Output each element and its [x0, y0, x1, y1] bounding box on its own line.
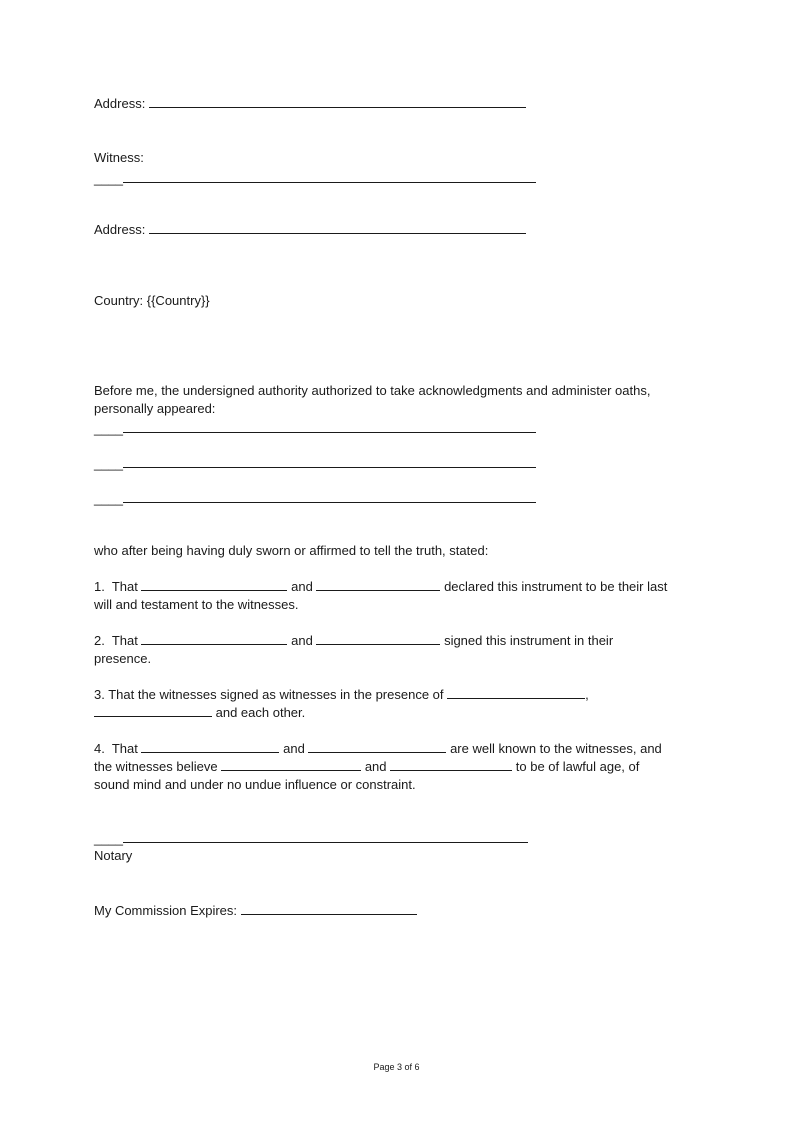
country-line: Country: {{Country}} [94, 293, 210, 308]
witness-signature-line: ____ [94, 170, 536, 187]
item-2-line-2: presence. [94, 651, 152, 666]
address-label: Address: [94, 222, 146, 237]
item-3-line-1: 3. That the witnesses signed as witnesses in the presence of , [94, 687, 589, 702]
item-3-blank-2[interactable] [94, 704, 212, 717]
item-3-blank-1[interactable] [447, 686, 585, 699]
address-line-1 [94, 95, 526, 112]
address-line-2 [94, 221, 526, 238]
item-4-blank-1[interactable] [141, 740, 279, 753]
address-blank-2[interactable] [149, 221, 526, 234]
item-4-line-2: the witnesses believe and to be of lawful age, of [94, 759, 640, 774]
witness-label: Witness: [94, 150, 144, 165]
item-1-blank-2[interactable] [316, 578, 440, 591]
item-2-blank-1[interactable] [141, 632, 287, 645]
appeared-blank-1[interactable] [123, 420, 536, 433]
address-label: Address: [94, 96, 146, 111]
appeared-line-1: ____ [94, 420, 536, 437]
commission-line [94, 902, 417, 919]
appeared-blank-3[interactable] [123, 490, 536, 503]
witness-blank[interactable] [123, 170, 536, 183]
item-1-blank-1[interactable] [141, 578, 287, 591]
appeared-line-2: ____ [94, 455, 536, 472]
item-4-line-3: sound mind and under no undue influence or constraint. [94, 777, 416, 792]
notary-blank[interactable] [123, 830, 528, 843]
item-1-line-2: will and testament to the witnesses. [94, 597, 299, 612]
item-2-blank-2[interactable] [316, 632, 440, 645]
commission-label: My Commission Expires: [94, 903, 238, 918]
appeared-blank-2[interactable] [123, 455, 536, 468]
sworn-text: who after being having duly sworn or affirmed to tell the truth, stated: [94, 543, 489, 558]
item-1-line-1: 1. That and declared this instrument to be their last [94, 579, 668, 594]
page-footer: Page 3 of 6 [373, 1062, 420, 1072]
notary-label: Notary [94, 848, 133, 863]
item-4-blank-2[interactable] [308, 740, 446, 753]
item-4-line-1: 4. That and are well known to the witnesses, and [94, 741, 662, 756]
commission-blank[interactable] [241, 902, 417, 915]
before-me-line-1: Before me, the undersigned authority authorized to take acknowledgments and administer oaths, [94, 383, 651, 398]
appeared-line-3: ____ [94, 490, 536, 507]
notary-signature-line: ____ [94, 830, 528, 847]
address-blank-1[interactable] [149, 95, 526, 108]
before-me-line-2: personally appeared: [94, 401, 216, 416]
item-3-line-2: and each other. [94, 704, 305, 721]
item-4-blank-3[interactable] [221, 758, 361, 771]
item-4-blank-4[interactable] [390, 758, 512, 771]
item-2-line-1: 2. That and signed this instrument in their [94, 633, 614, 648]
